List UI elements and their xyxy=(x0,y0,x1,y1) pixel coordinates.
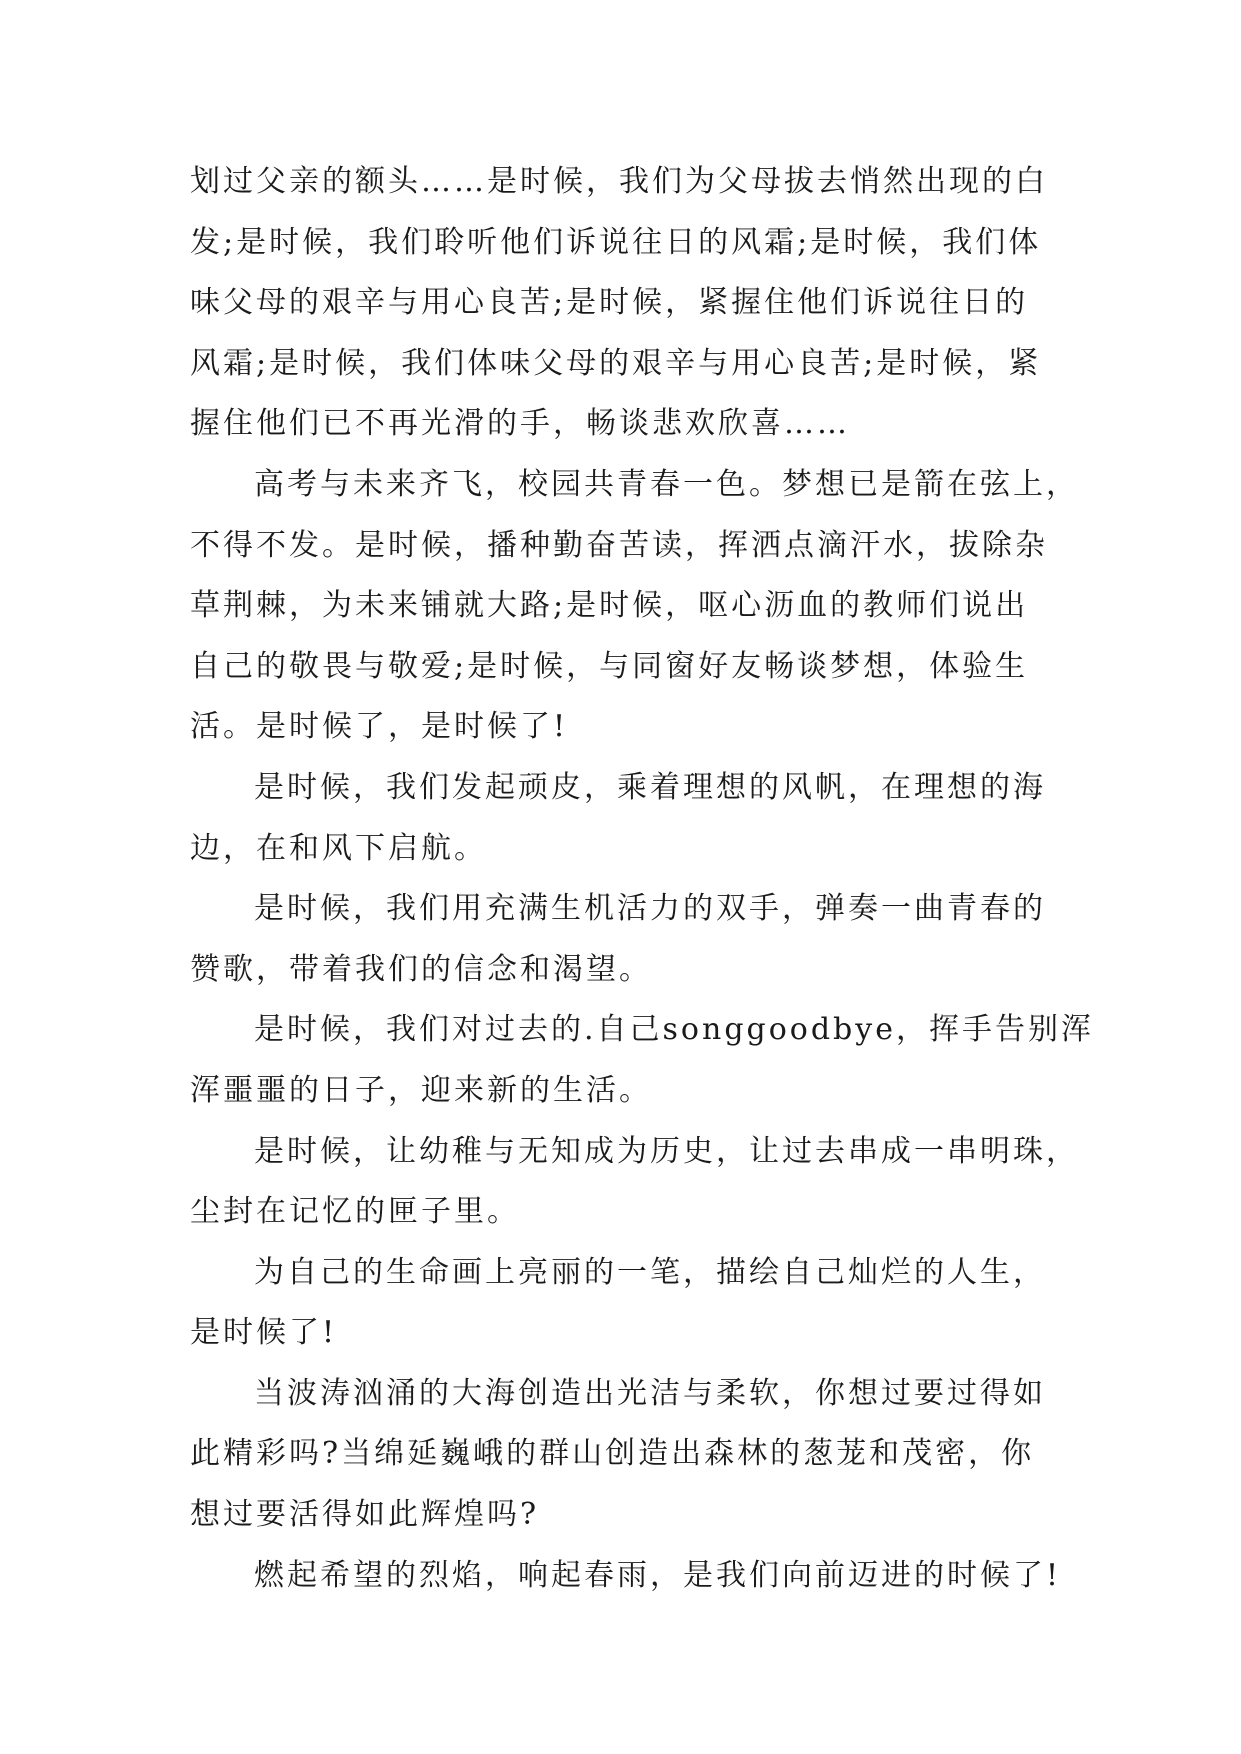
document-page xyxy=(190,152,1094,1606)
paragraph-6 xyxy=(190,1122,1079,1243)
paragraph-8 xyxy=(190,1364,1050,1546)
text-line: 草荆棘，为未来铺就大路;是时候，呕心沥血的教师们说出 xyxy=(190,588,1029,624)
text-line: 燃起希望的烈焰，响起春雨，是我们向前迈进的时候了! xyxy=(254,1557,1062,1593)
text-line: 赞歌，带着我们的信念和渴望。 xyxy=(190,951,652,987)
paragraph-9 xyxy=(190,1546,1062,1607)
text-line: 活。是时候了，是时候了! xyxy=(190,709,569,745)
text-line: 高考与未来齐飞，校园共青春一色。梦想已是箭在弦上， xyxy=(254,466,1079,502)
text-line: 划过父亲的额头……是时候，我们为父母拔去悄然出现的白 xyxy=(190,164,1048,199)
text-line: 尘封在记忆的匣子里。 xyxy=(190,1194,520,1230)
text-line: 是时候，我们用充满生机活力的双手，弹奏一曲青春的 xyxy=(254,891,1046,927)
paragraph-1 xyxy=(190,152,1050,455)
text-line: 发;是时候，我们聆听他们诉说往日的风霜;是时候，我们体 xyxy=(190,224,1042,260)
text-line: 是时候，我们对过去的.自己songgoodbye，挥手告别浑 xyxy=(254,1012,1094,1048)
text-line: 风霜;是时候，我们体味父母的艰辛与用心良苦;是时候，紧 xyxy=(190,345,1042,381)
text-line: 是时候，我们发起顽皮，乘着理想的风帆，在理想的海 xyxy=(254,769,1046,805)
paragraph-7 xyxy=(190,1243,1050,1364)
text-line: 此精彩吗?当绵延巍峨的群山创造出森林的葱茏和茂密，你 xyxy=(190,1436,1035,1472)
paragraph-2 xyxy=(190,455,1079,758)
text-line: 味父母的艰辛与用心良苦;是时候，紧握住他们诉说往日的 xyxy=(190,285,1029,321)
paragraph-3 xyxy=(190,758,1050,879)
text-line: 是时候了! xyxy=(190,1315,338,1351)
text-line: 不得不发。是时候，播种勤奋苦读，挥洒点滴汗水，拔除杂 xyxy=(190,527,1048,563)
text-line: 浑噩噩的日子，迎来新的生活。 xyxy=(190,1072,652,1108)
paragraph-4 xyxy=(190,879,1050,1000)
text-line: 是时候，让幼稚与无知成为历史，让过去串成一串明珠， xyxy=(254,1133,1079,1169)
paragraph-5 xyxy=(190,1000,1094,1121)
text-line: 为自己的生命画上亮丽的一笔，描绘自己灿烂的人生， xyxy=(254,1254,1046,1290)
text-line: 当波涛汹涌的大海创造出光洁与柔软，你想过要过得如 xyxy=(254,1375,1046,1411)
text-line: 自己的敬畏与敬爱;是时候，与同窗好友畅谈梦想，体验生 xyxy=(190,648,1029,684)
text-line: 想过要活得如此辉煌吗? xyxy=(190,1497,540,1533)
text-line: 边，在和风下启航。 xyxy=(190,830,487,866)
text-line: 握住他们已不再光滑的手，畅谈悲欢欣喜…… xyxy=(190,406,850,442)
